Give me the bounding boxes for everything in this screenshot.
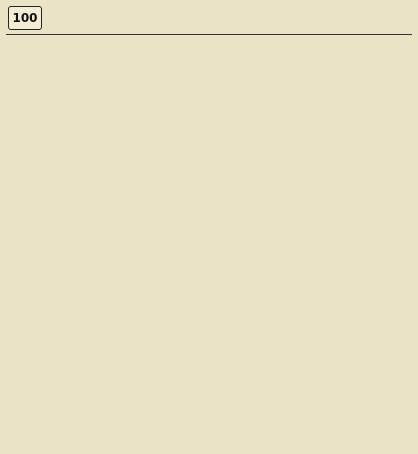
header-divider: [6, 34, 412, 35]
body-text: [10, 38, 408, 448]
page-number: 100: [8, 6, 42, 30]
page-header: [0, 0, 418, 36]
